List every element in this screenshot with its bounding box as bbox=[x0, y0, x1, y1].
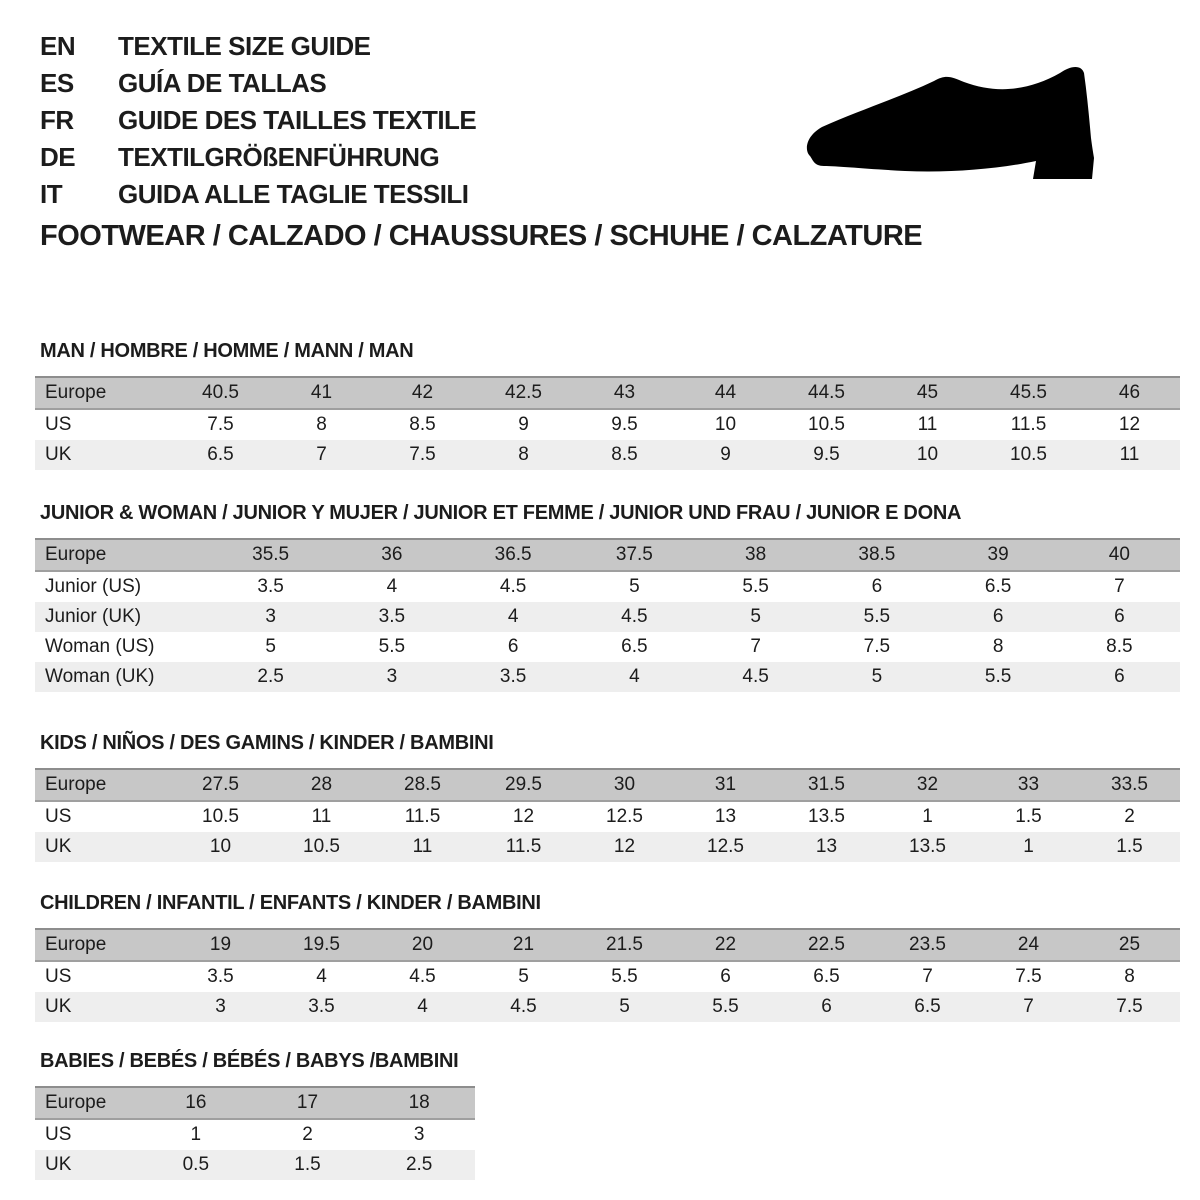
header-size-cell: 28.5 bbox=[372, 769, 473, 801]
row-label-cell: UK bbox=[35, 832, 170, 862]
header-size-cell: 16 bbox=[140, 1087, 252, 1119]
size-tables-area bbox=[35, 340, 1183, 1180]
size-cell: 2 bbox=[302, 1124, 313, 1145]
header-size-cell: 30 bbox=[574, 769, 675, 801]
header-size-cell: 32 bbox=[877, 769, 978, 801]
size-cell: 2.5 bbox=[210, 662, 331, 692]
header-size-cell: 33 bbox=[978, 769, 1079, 801]
size-cell: 4.5 bbox=[409, 966, 436, 987]
language-title: GUIDE DES TAILLES TEXTILE bbox=[118, 105, 477, 135]
table-row bbox=[35, 1150, 475, 1180]
size-cell: 1.5 bbox=[252, 1150, 364, 1180]
size-cell: 13.5 bbox=[877, 832, 978, 862]
size-cell: 10.5 bbox=[808, 414, 845, 435]
header-size-cell: 31 bbox=[675, 769, 776, 801]
size-cell: 4 bbox=[574, 662, 695, 692]
size-cell: 5 bbox=[816, 662, 937, 692]
size-cell: 5 bbox=[265, 636, 276, 657]
size-cell: 10 bbox=[877, 440, 978, 470]
size-cell: 11 bbox=[311, 806, 332, 827]
section-junior-woman bbox=[35, 502, 1183, 692]
size-cell: 4 bbox=[386, 576, 398, 597]
header-size-cell: 17 bbox=[252, 1087, 364, 1119]
table-row bbox=[35, 571, 1180, 602]
size-cell: 11 bbox=[1079, 440, 1180, 470]
size-cell: 1.5 bbox=[1015, 806, 1042, 827]
section-kids bbox=[35, 732, 1183, 862]
header-size-cell: 44.5 bbox=[776, 377, 877, 409]
table-row bbox=[35, 662, 1180, 692]
size-cell: 11.5 bbox=[473, 832, 574, 862]
section-children bbox=[35, 892, 1183, 1022]
header-size-cell: 27.5 bbox=[170, 769, 271, 801]
header-size-cell: 42 bbox=[372, 377, 473, 409]
table-row bbox=[35, 1119, 475, 1150]
header-size-cell: 24 bbox=[978, 929, 1079, 961]
size-cell: 8.5 bbox=[1106, 636, 1133, 657]
header-label-cell: Europe bbox=[35, 1087, 140, 1119]
size-cell: 3 bbox=[413, 1124, 425, 1145]
size-table-man bbox=[35, 376, 1180, 470]
size-cell: 8 bbox=[316, 414, 327, 435]
size-cell: 7.5 bbox=[1015, 966, 1042, 987]
header-label-cell: Europe bbox=[35, 377, 170, 409]
size-cell: 4 bbox=[453, 602, 574, 632]
size-cell: 7 bbox=[922, 966, 933, 987]
size-cell: 12 bbox=[574, 832, 675, 862]
size-cell: 5.5 bbox=[675, 992, 776, 1022]
header-label-cell: Europe bbox=[35, 539, 210, 571]
table-header-row bbox=[35, 929, 1180, 961]
section-babies bbox=[35, 1050, 1183, 1180]
row-label-cell: US bbox=[45, 966, 72, 987]
row-label-cell: US bbox=[45, 1124, 72, 1145]
header-size-cell: 28 bbox=[271, 769, 372, 801]
size-cell: 6 bbox=[507, 636, 519, 657]
size-cell: 1 bbox=[190, 1124, 202, 1145]
size-cell: 7 bbox=[978, 992, 1079, 1022]
header-size-cell: 25 bbox=[1079, 929, 1180, 961]
size-cell: 10 bbox=[714, 414, 737, 435]
size-cell: 7.5 bbox=[207, 414, 234, 435]
size-table-children bbox=[35, 928, 1180, 1022]
size-cell: 8.5 bbox=[574, 440, 675, 470]
header-size-cell: 44 bbox=[675, 377, 776, 409]
row-label-cell: UK bbox=[35, 440, 170, 470]
size-cell: 11.5 bbox=[1010, 414, 1047, 435]
size-cell: 8 bbox=[992, 636, 1004, 657]
size-cell: 5 bbox=[695, 602, 816, 632]
size-cell: 3.5 bbox=[453, 662, 574, 692]
size-cell: 10.5 bbox=[271, 832, 372, 862]
size-cell: 9 bbox=[518, 414, 529, 435]
section-title-children: CHILDREN / INFANTIL / ENFANTS / KINDER / BAMBINI bbox=[40, 892, 541, 914]
table-row bbox=[35, 440, 1180, 470]
table-row bbox=[35, 832, 1180, 862]
language-header-block bbox=[40, 28, 476, 213]
size-cell: 3 bbox=[331, 662, 452, 692]
language-row-fr bbox=[40, 102, 476, 139]
size-cell: 1 bbox=[978, 832, 1079, 862]
language-title: TEXTILGRÖßENFÜHRUNG bbox=[118, 142, 440, 172]
size-cell: 12.5 bbox=[675, 832, 776, 862]
size-cell: 6.5 bbox=[813, 966, 840, 987]
size-cell: 5.5 bbox=[611, 966, 638, 987]
size-cell: 11 bbox=[917, 414, 938, 435]
size-cell: 5 bbox=[574, 992, 675, 1022]
header-size-cell: 36 bbox=[331, 539, 452, 571]
header-size-cell: 46 bbox=[1079, 377, 1180, 409]
header-size-cell: 29.5 bbox=[473, 769, 574, 801]
row-label-cell: Woman (US) bbox=[45, 636, 155, 657]
header-size-cell: 35.5 bbox=[210, 539, 331, 571]
row-label-cell: Junior (US) bbox=[45, 576, 142, 597]
header-size-cell: 36.5 bbox=[453, 539, 574, 571]
size-cell: 4 bbox=[372, 992, 473, 1022]
header-size-cell: 21 bbox=[473, 929, 574, 961]
size-cell: 7 bbox=[750, 636, 761, 657]
language-row-it bbox=[40, 176, 476, 213]
size-cell: 10.5 bbox=[978, 440, 1079, 470]
table-row bbox=[35, 801, 1180, 832]
size-cell: 4.5 bbox=[473, 992, 574, 1022]
row-label-cell: Junior (UK) bbox=[35, 602, 210, 632]
size-cell: 7.5 bbox=[863, 636, 891, 657]
size-cell: 7 bbox=[271, 440, 372, 470]
size-cell: 7 bbox=[1114, 576, 1125, 597]
size-table-babies bbox=[35, 1086, 475, 1180]
header-size-cell: 41 bbox=[271, 377, 372, 409]
size-cell: 3 bbox=[170, 992, 271, 1022]
table-header-row bbox=[35, 539, 1180, 571]
size-cell: 0.5 bbox=[140, 1150, 252, 1180]
size-cell: 4 bbox=[316, 966, 327, 987]
size-cell: 6.5 bbox=[877, 992, 978, 1022]
size-cell: 6.5 bbox=[621, 636, 648, 657]
size-cell: 12 bbox=[1118, 414, 1141, 435]
header-size-cell: 37.5 bbox=[574, 539, 695, 571]
size-cell: 5.5 bbox=[816, 602, 937, 632]
size-cell: 11.5 bbox=[404, 806, 441, 827]
header-size-cell: 33.5 bbox=[1079, 769, 1180, 801]
size-cell: 8.5 bbox=[409, 414, 436, 435]
size-cell: 1.5 bbox=[1079, 832, 1180, 862]
language-code: ES bbox=[40, 68, 74, 98]
language-code: FR bbox=[40, 105, 74, 135]
language-title: GUÍA DE TALLAS bbox=[118, 68, 327, 98]
section-title-kids: KIDS / NIÑOS / DES GAMINS / KINDER / BAMBINI bbox=[40, 732, 494, 754]
header-size-cell: 43 bbox=[574, 377, 675, 409]
section-man bbox=[35, 340, 1183, 470]
size-cell: 6.5 bbox=[984, 576, 1012, 597]
size-cell: 7.5 bbox=[372, 440, 473, 470]
size-cell: 3.5 bbox=[207, 966, 234, 987]
size-cell: 9 bbox=[675, 440, 776, 470]
language-code: EN bbox=[40, 31, 76, 61]
row-label-cell: UK bbox=[35, 1150, 140, 1180]
section-title-man: MAN / HOMBRE / HOMME / MANN / MAN bbox=[40, 340, 414, 362]
size-cell: 13 bbox=[776, 832, 877, 862]
size-cell: 13 bbox=[714, 806, 737, 827]
section-title-junior-woman: JUNIOR & WOMAN / JUNIOR Y MUJER / JUNIOR ET FEMME / JUNIOR UND FRAU / JUNIOR E DONA bbox=[40, 502, 962, 524]
size-table-junior-woman bbox=[35, 538, 1180, 692]
table-row bbox=[35, 632, 1180, 662]
header-size-cell: 40.5 bbox=[170, 377, 271, 409]
language-code: IT bbox=[40, 179, 63, 209]
size-cell: 2.5 bbox=[363, 1150, 475, 1180]
size-cell: 3.5 bbox=[257, 576, 284, 597]
size-table-kids bbox=[35, 768, 1180, 862]
header-size-cell: 19 bbox=[170, 929, 271, 961]
size-cell: 2 bbox=[1124, 806, 1135, 827]
language-row-en bbox=[40, 28, 476, 65]
size-cell: 5 bbox=[629, 576, 640, 597]
size-cell: 4.5 bbox=[695, 662, 816, 692]
size-cell: 6 bbox=[1059, 662, 1180, 692]
language-title: GUIDA ALLE TAGLIE TESSILI bbox=[118, 179, 469, 209]
header-size-cell: 19.5 bbox=[271, 929, 372, 961]
table-row bbox=[35, 992, 1180, 1022]
size-cell: 6 bbox=[776, 992, 877, 1022]
size-cell: 5.5 bbox=[378, 636, 406, 657]
size-cell: 5 bbox=[518, 966, 529, 987]
size-cell: 5.5 bbox=[742, 576, 769, 597]
size-cell: 3 bbox=[210, 602, 331, 632]
size-cell: 13.5 bbox=[808, 806, 845, 827]
size-cell: 9.5 bbox=[611, 414, 638, 435]
table-row bbox=[35, 961, 1180, 992]
size-cell: 12 bbox=[512, 806, 535, 827]
section-title-babies: BABIES / BEBÉS / BÉBÉS / BABYS /BAMBINI bbox=[40, 1050, 459, 1072]
header-size-cell: 40 bbox=[1059, 539, 1180, 571]
header-size-cell: 23.5 bbox=[877, 929, 978, 961]
header-size-cell: 22.5 bbox=[776, 929, 877, 961]
row-label-cell: US bbox=[45, 414, 72, 435]
size-cell: 8 bbox=[473, 440, 574, 470]
size-cell: 8 bbox=[1124, 966, 1135, 987]
size-cell: 6 bbox=[938, 602, 1059, 632]
header-size-cell: 38 bbox=[695, 539, 816, 571]
header-size-cell: 45 bbox=[877, 377, 978, 409]
language-row-es bbox=[40, 65, 476, 102]
size-cell: 6 bbox=[720, 966, 731, 987]
size-cell: 6 bbox=[1059, 602, 1180, 632]
header-size-cell: 42.5 bbox=[473, 377, 574, 409]
size-cell: 7.5 bbox=[1079, 992, 1180, 1022]
language-code: DE bbox=[40, 142, 76, 172]
size-cell: 3.5 bbox=[271, 992, 372, 1022]
dress-shoe-icon bbox=[800, 60, 1145, 190]
table-header-row bbox=[35, 377, 1180, 409]
size-cell: 5.5 bbox=[938, 662, 1059, 692]
size-cell: 11 bbox=[372, 832, 473, 862]
row-label-cell: US bbox=[45, 806, 72, 827]
size-cell: 9.5 bbox=[776, 440, 877, 470]
size-cell: 3.5 bbox=[331, 602, 452, 632]
size-cell: 10.5 bbox=[202, 806, 239, 827]
header-label-cell: Europe bbox=[35, 929, 170, 961]
header-size-cell: 18 bbox=[363, 1087, 475, 1119]
language-title: TEXTILE SIZE GUIDE bbox=[118, 31, 371, 61]
language-row-de bbox=[40, 139, 476, 176]
category-line: FOOTWEAR / CALZADO / CHAUSSURES / SCHUHE / CALZATURE bbox=[40, 220, 923, 252]
size-cell: 4.5 bbox=[499, 576, 527, 597]
size-cell: 6.5 bbox=[170, 440, 271, 470]
header-size-cell: 22 bbox=[675, 929, 776, 961]
size-cell: 10 bbox=[170, 832, 271, 862]
size-cell: 1 bbox=[922, 806, 933, 827]
size-cell: 12.5 bbox=[606, 806, 643, 827]
header-size-cell: 21.5 bbox=[574, 929, 675, 961]
table-row bbox=[35, 602, 1180, 632]
table-header-row bbox=[35, 769, 1180, 801]
table-header-row bbox=[35, 1087, 475, 1119]
row-label-cell: Woman (UK) bbox=[35, 662, 210, 692]
header-size-cell: 20 bbox=[372, 929, 473, 961]
header-label-cell: Europe bbox=[35, 769, 170, 801]
header-size-cell: 38.5 bbox=[816, 539, 937, 571]
header-size-cell: 45.5 bbox=[978, 377, 1079, 409]
size-cell: 4.5 bbox=[574, 602, 695, 632]
size-cell: 6 bbox=[871, 576, 883, 597]
header-size-cell: 31.5 bbox=[776, 769, 877, 801]
row-label-cell: UK bbox=[35, 992, 170, 1022]
table-row bbox=[35, 409, 1180, 440]
header-size-cell: 39 bbox=[938, 539, 1059, 571]
